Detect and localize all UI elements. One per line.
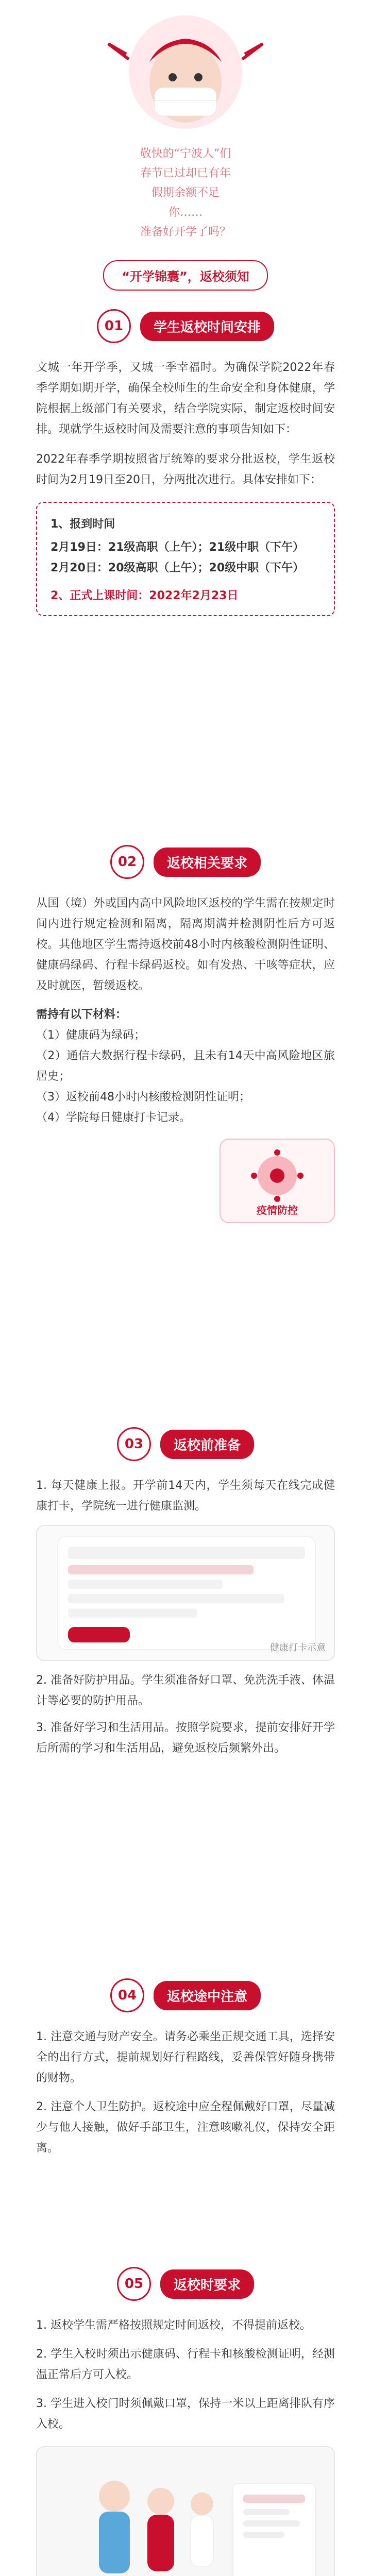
intro-line-5: 准备好开学了吗？ (140, 226, 231, 239)
section-5-number: 05 (117, 2267, 151, 2301)
schedule-heading: 1、报到时间 (50, 518, 115, 531)
section-5-p3: 3. 学生进入校门时须佩戴口罩，保持一米以上距离排队有序入校。 (36, 2397, 335, 2431)
section-3-number: 03 (117, 1427, 151, 1461)
section-3-title: 返校前准备 (160, 1430, 254, 1459)
covid-badge-label: 疫情防控 (257, 1204, 298, 1216)
hero (0, 0, 371, 289)
section-3 (0, 1427, 371, 1963)
section-1-number: 01 (97, 309, 131, 343)
intro-line-1: 敬快的“宁波人”们 (140, 147, 231, 160)
intro-line-3: 假期余额不足 (151, 187, 220, 199)
schedule-row-1: 2月19日：21级高职（上午）；21级中职（下午） (50, 541, 305, 554)
section-4-title: 返校途中注意 (154, 1981, 261, 2010)
intro-line-4: 你…… (168, 206, 203, 219)
section-2-header (0, 845, 371, 879)
section-2-item-1: （1）健康码为绿码； (36, 1029, 145, 1042)
section-1-title: 学生返校时间安排 (140, 312, 274, 341)
section-3-header (0, 1427, 371, 1461)
section-3-p3: 3. 准备好学习和生活用品。按照学院要求，提前安排好开学后所需的学习和生活用品，避免返校后频繁外出。 (36, 1721, 335, 1755)
section-2-item-2: （2）通信大数据行程卡绿码，且未有14天中高风险地区旅居史； (36, 1049, 335, 1083)
section-2-item-4: （4）学院每日健康打卡记录。 (36, 1111, 191, 1124)
section-4-p1: 1. 注意交通与财产安全。请务必乘坐正规交通工具，选择安全的出行方式，提前规划好行程路线，妥善保管好随身携带的财物。 (36, 2030, 335, 2084)
section-5 (0, 2267, 371, 2576)
section-5-p1: 1. 返校学生需严格按照规定时间返校，不得提前返校。 (36, 2319, 311, 2332)
section-3-p2: 2. 准备好防护用品。学生须准备好口罩、免洗洗手液、体温计等必要的防护用品。 (36, 1674, 335, 1707)
section-5-title: 返校时要求 (160, 2269, 254, 2299)
section-1-header (0, 309, 371, 343)
health-check-screenshot (36, 1525, 335, 1661)
section-1-intro: 文城一年开学季，又城一季幸福时。为确保学院2022年春季学期如期开学，确保全校师生的生命安全和身体健康，学院根据上级部门有关要求，结合学院实际，制定返校时间安排。现就学生返校时间及需要注意的事项告知如下： (36, 361, 335, 436)
section-2-number: 02 (110, 845, 144, 879)
section-4-number: 04 (110, 1978, 144, 2012)
section-3-p1: 1. 每天健康上报。开学前14天内，学生须每天在线完成健康打卡，学院统一进行健康监测。 (36, 1479, 335, 1513)
intro-lines (0, 144, 371, 242)
section-4 (0, 1978, 371, 2246)
section-2-item-3: （3）返校前48小时内核酸检测阴性证明； (36, 1091, 250, 1104)
intro-line-2: 春节已过却已有年 (140, 167, 231, 180)
schedule-row-2: 2月20日：20级高职（上午）；20级中职（下午） (50, 562, 305, 574)
section-2-title: 返校相关要求 (154, 848, 261, 877)
section-1-schedule-intro: 2022年春季学期按照省厅统筹的要求分批返校，学生返校时间为2月19日至20日，分两批次进行。具体安排如下： (36, 453, 335, 486)
section-1 (0, 309, 371, 835)
entry-illustration-svg (37, 2447, 335, 2576)
health-check-caption: 健康打卡示意 (270, 1642, 326, 1653)
hero-illustration (0, 5, 371, 139)
section-4-header (0, 1978, 371, 2012)
headline: “开学锦囊”，返校须知 (103, 260, 268, 291)
section-2-text: 从国（境）外或国内高中风险地区返校的学生需在按规定时间内进行规定检测和隔离，隔离期满并检测阴性后方可返校。其他地区学生需持返校前48小时内核酸检测阴性证明、健康码绿码、行程卡绿码返校。如有发热、干咳等症状，应及时就医，暂缓返校。 (36, 897, 335, 992)
section-2-list-title: 需持有以下材料： (36, 1008, 127, 1021)
schedule-class-start: 2、正式上课时间：2022年2月23日 (50, 589, 239, 602)
section-5-header (0, 2267, 371, 2301)
section-2 (0, 845, 371, 1412)
section-5-p2: 2. 学生入校时须出示健康码、行程卡和核酸检测证明，经测温正常后方可入校。 (36, 2348, 335, 2381)
section-4-p2: 2. 注意个人卫生防护。返校途中应全程佩戴好口罩，尽量减少与他人接触，做好手部卫生，注意咳嗽礼仪，保持安全距离。 (36, 2100, 335, 2155)
covid-badge (220, 1139, 335, 1223)
entry-illustration (36, 2446, 335, 2576)
phone-mockup (37, 1526, 335, 1660)
schedule-box (36, 502, 335, 616)
